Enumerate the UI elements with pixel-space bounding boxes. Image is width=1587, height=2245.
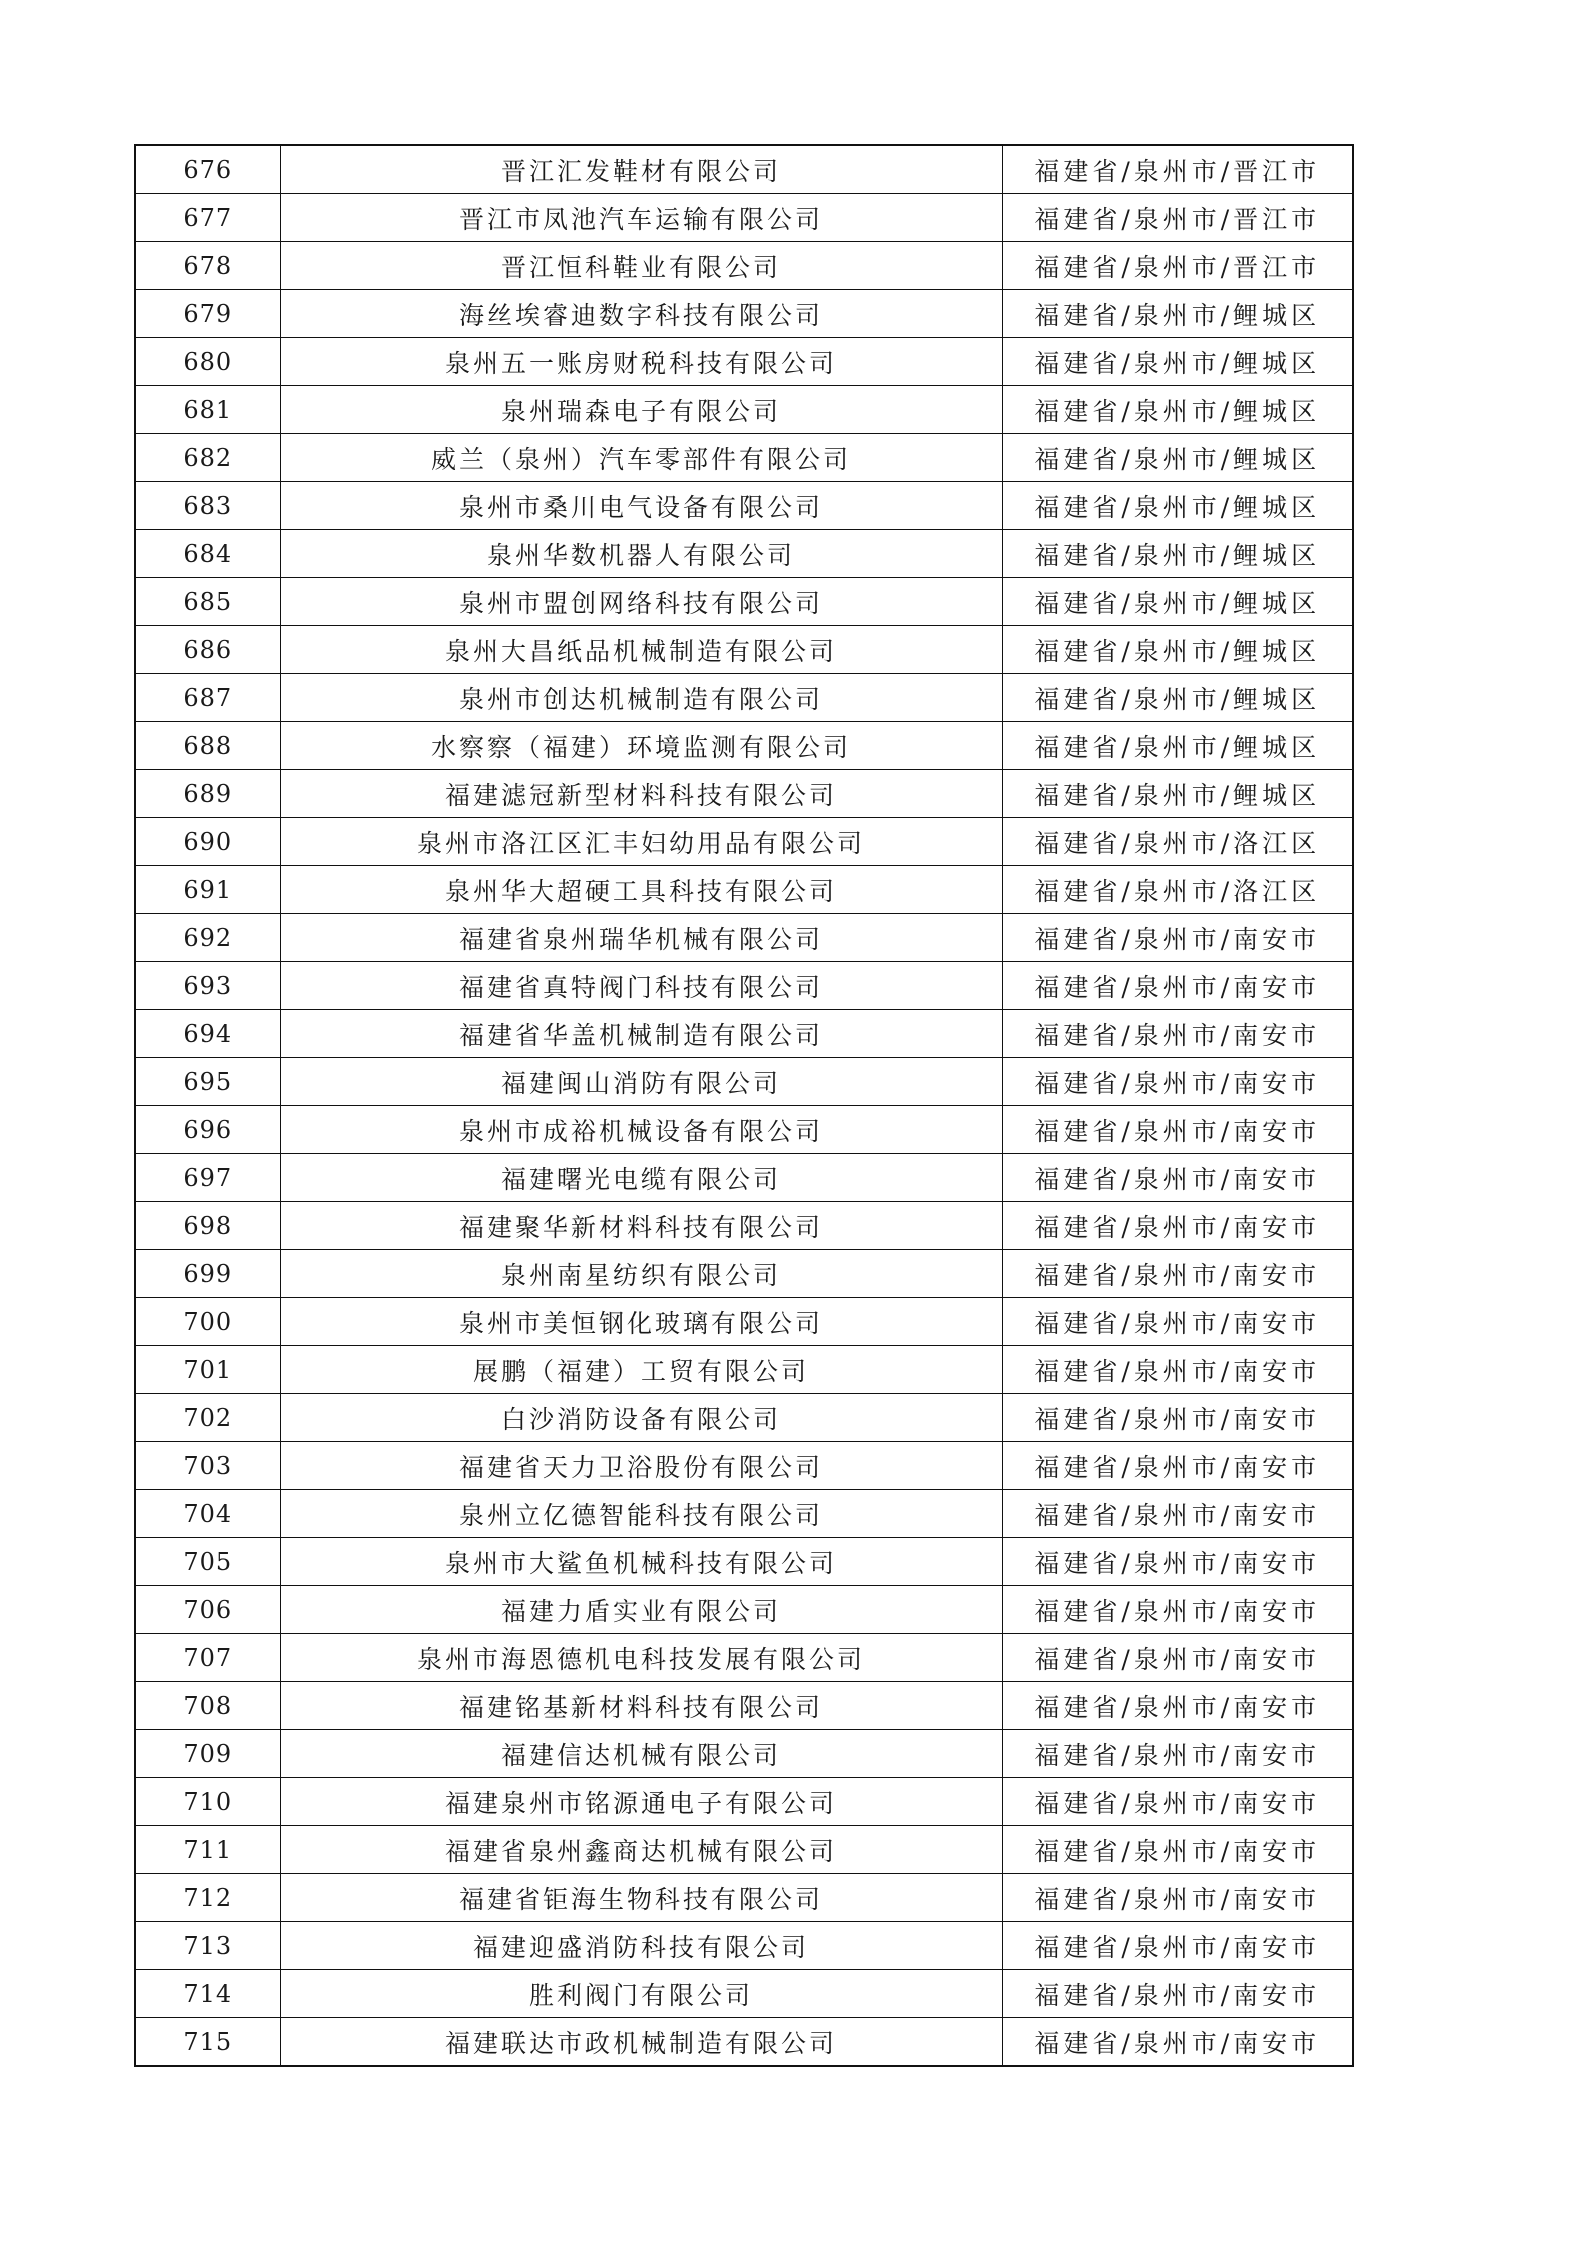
row-number-cell: 704 [135,1490,280,1538]
table-row [135,1922,1353,1970]
region-cell: 福建省/泉州市/鲤城区 [1002,290,1353,338]
table-row [135,434,1353,482]
company-name-cell: 福建滤冠新型材料科技有限公司 [280,770,1002,818]
region-cell: 福建省/泉州市/南安市 [1002,1826,1353,1874]
row-number-cell: 678 [135,242,280,290]
row-number-cell: 680 [135,338,280,386]
company-name-cell: 泉州市大鲨鱼机械科技有限公司 [280,1538,1002,1586]
region-cell: 福建省/泉州市/鲤城区 [1002,722,1353,770]
table-row [135,1250,1353,1298]
region-cell: 福建省/泉州市/南安市 [1002,962,1353,1010]
region-cell: 福建省/泉州市/鲤城区 [1002,434,1353,482]
company-name-cell: 福建省华盖机械制造有限公司 [280,1010,1002,1058]
company-name-cell: 福建铭基新材料科技有限公司 [280,1682,1002,1730]
row-number-cell: 684 [135,530,280,578]
region-cell: 福建省/泉州市/南安市 [1002,914,1353,962]
table-row [135,1538,1353,1586]
company-name-cell: 泉州南星纺织有限公司 [280,1250,1002,1298]
row-number-cell: 681 [135,386,280,434]
row-number-cell: 698 [135,1202,280,1250]
region-cell: 福建省/泉州市/南安市 [1002,1778,1353,1826]
table-row [135,1298,1353,1346]
row-number-cell: 683 [135,482,280,530]
row-number-cell: 699 [135,1250,280,1298]
company-name-cell: 福建聚华新材料科技有限公司 [280,1202,1002,1250]
region-cell: 福建省/泉州市/南安市 [1002,1250,1353,1298]
table-row [135,914,1353,962]
company-name-cell: 晋江汇发鞋材有限公司 [280,145,1002,194]
company-name-cell: 晋江恒科鞋业有限公司 [280,242,1002,290]
table-row [135,1682,1353,1730]
row-number-cell: 710 [135,1778,280,1826]
table-row [135,194,1353,242]
company-list-table [134,144,1354,2067]
row-number-cell: 714 [135,1970,280,2018]
company-name-cell: 福建信达机械有限公司 [280,1730,1002,1778]
region-cell: 福建省/泉州市/南安市 [1002,1106,1353,1154]
table-row [135,482,1353,530]
row-number-cell: 682 [135,434,280,482]
table-row [135,722,1353,770]
company-name-cell: 福建省泉州鑫商达机械有限公司 [280,1826,1002,1874]
row-number-cell: 697 [135,1154,280,1202]
table-row [135,626,1353,674]
table-row [135,1346,1353,1394]
company-name-cell: 泉州市洛江区汇丰妇幼用品有限公司 [280,818,1002,866]
company-name-cell: 福建省泉州瑞华机械有限公司 [280,914,1002,962]
row-number-cell: 701 [135,1346,280,1394]
table-row [135,386,1353,434]
company-name-cell: 福建力盾实业有限公司 [280,1586,1002,1634]
table-row [135,1154,1353,1202]
region-cell: 福建省/泉州市/鲤城区 [1002,338,1353,386]
region-cell: 福建省/泉州市/南安市 [1002,1922,1353,1970]
region-cell: 福建省/泉州市/南安市 [1002,1586,1353,1634]
row-number-cell: 686 [135,626,280,674]
table-row [135,962,1353,1010]
company-name-cell: 福建省天力卫浴股份有限公司 [280,1442,1002,1490]
company-name-cell: 威兰（泉州）汽车零部件有限公司 [280,434,1002,482]
table-row [135,1442,1353,1490]
table-row [135,770,1353,818]
region-cell: 福建省/泉州市/南安市 [1002,1970,1353,2018]
table-row [135,1106,1353,1154]
table-row [135,2018,1353,2067]
company-name-cell: 泉州市海恩德机电科技发展有限公司 [280,1634,1002,1682]
region-cell: 福建省/泉州市/鲤城区 [1002,530,1353,578]
company-name-cell: 泉州瑞森电子有限公司 [280,386,1002,434]
row-number-cell: 677 [135,194,280,242]
row-number-cell: 711 [135,1826,280,1874]
region-cell: 福建省/泉州市/南安市 [1002,1298,1353,1346]
company-name-cell: 海丝埃睿迪数字科技有限公司 [280,290,1002,338]
region-cell: 福建省/泉州市/鲤城区 [1002,482,1353,530]
row-number-cell: 688 [135,722,280,770]
table-row [135,1730,1353,1778]
table-row [135,1010,1353,1058]
row-number-cell: 700 [135,1298,280,1346]
company-name-cell: 泉州市美恒钢化玻璃有限公司 [280,1298,1002,1346]
row-number-cell: 696 [135,1106,280,1154]
region-cell: 福建省/泉州市/南安市 [1002,1874,1353,1922]
region-cell: 福建省/泉州市/南安市 [1002,1682,1353,1730]
table-row [135,1826,1353,1874]
row-number-cell: 713 [135,1922,280,1970]
table-row [135,1490,1353,1538]
table-row [135,338,1353,386]
company-name-cell: 泉州五一账房财税科技有限公司 [280,338,1002,386]
row-number-cell: 715 [135,2018,280,2067]
table-row [135,866,1353,914]
row-number-cell: 679 [135,290,280,338]
row-number-cell: 694 [135,1010,280,1058]
region-cell: 福建省/泉州市/南安市 [1002,1634,1353,1682]
region-cell: 福建省/泉州市/鲤城区 [1002,386,1353,434]
table-row [135,1394,1353,1442]
company-name-cell: 福建联达市政机械制造有限公司 [280,2018,1002,2067]
region-cell: 福建省/泉州市/鲤城区 [1002,674,1353,722]
table-row [135,530,1353,578]
table-row [135,1634,1353,1682]
company-name-cell: 福建省钜海生物科技有限公司 [280,1874,1002,1922]
company-name-cell: 泉州大昌纸品机械制造有限公司 [280,626,1002,674]
region-cell: 福建省/泉州市/晋江市 [1002,194,1353,242]
region-cell: 福建省/泉州市/南安市 [1002,1154,1353,1202]
row-number-cell: 709 [135,1730,280,1778]
company-name-cell: 晋江市凤池汽车运输有限公司 [280,194,1002,242]
company-name-cell: 泉州市盟创网络科技有限公司 [280,578,1002,626]
row-number-cell: 676 [135,145,280,194]
row-number-cell: 693 [135,962,280,1010]
row-number-cell: 702 [135,1394,280,1442]
company-name-cell: 胜利阀门有限公司 [280,1970,1002,2018]
company-name-cell: 福建曙光电缆有限公司 [280,1154,1002,1202]
company-name-cell: 水察察（福建）环境监测有限公司 [280,722,1002,770]
region-cell: 福建省/泉州市/鲤城区 [1002,626,1353,674]
company-name-cell: 展鹏（福建）工贸有限公司 [280,1346,1002,1394]
region-cell: 福建省/泉州市/南安市 [1002,1202,1353,1250]
row-number-cell: 691 [135,866,280,914]
table-row [135,1970,1353,2018]
region-cell: 福建省/泉州市/鲤城区 [1002,578,1353,626]
company-name-cell: 白沙消防设备有限公司 [280,1394,1002,1442]
company-name-cell: 泉州华大超硬工具科技有限公司 [280,866,1002,914]
table-row [135,1778,1353,1826]
region-cell: 福建省/泉州市/南安市 [1002,1538,1353,1586]
company-name-cell: 泉州市成裕机械设备有限公司 [280,1106,1002,1154]
table-row [135,145,1353,194]
region-cell: 福建省/泉州市/南安市 [1002,1394,1353,1442]
region-cell: 福建省/泉州市/晋江市 [1002,242,1353,290]
row-number-cell: 708 [135,1682,280,1730]
company-name-cell: 福建闽山消防有限公司 [280,1058,1002,1106]
row-number-cell: 707 [135,1634,280,1682]
row-number-cell: 703 [135,1442,280,1490]
row-number-cell: 705 [135,1538,280,1586]
table-row [135,818,1353,866]
company-name-cell: 福建省真特阀门科技有限公司 [280,962,1002,1010]
row-number-cell: 692 [135,914,280,962]
row-number-cell: 685 [135,578,280,626]
row-number-cell: 690 [135,818,280,866]
region-cell: 福建省/泉州市/南安市 [1002,2018,1353,2067]
region-cell: 福建省/泉州市/洛江区 [1002,866,1353,914]
company-name-cell: 福建迎盛消防科技有限公司 [280,1922,1002,1970]
region-cell: 福建省/泉州市/鲤城区 [1002,770,1353,818]
table-row [135,1202,1353,1250]
row-number-cell: 706 [135,1586,280,1634]
table-row [135,242,1353,290]
region-cell: 福建省/泉州市/南安市 [1002,1058,1353,1106]
region-cell: 福建省/泉州市/南安市 [1002,1346,1353,1394]
row-number-cell: 687 [135,674,280,722]
company-name-cell: 福建泉州市铭源通电子有限公司 [280,1778,1002,1826]
region-cell: 福建省/泉州市/洛江区 [1002,818,1353,866]
company-name-cell: 泉州立亿德智能科技有限公司 [280,1490,1002,1538]
table-row [135,578,1353,626]
row-number-cell: 689 [135,770,280,818]
table-row [135,1586,1353,1634]
table-row [135,1058,1353,1106]
company-name-cell: 泉州市创达机械制造有限公司 [280,674,1002,722]
region-cell: 福建省/泉州市/晋江市 [1002,145,1353,194]
region-cell: 福建省/泉州市/南安市 [1002,1010,1353,1058]
company-name-cell: 泉州华数机器人有限公司 [280,530,1002,578]
table-row [135,1874,1353,1922]
table-body [135,145,1353,2066]
region-cell: 福建省/泉州市/南安市 [1002,1730,1353,1778]
company-name-cell: 泉州市桑川电气设备有限公司 [280,482,1002,530]
region-cell: 福建省/泉州市/南安市 [1002,1490,1353,1538]
table-row [135,674,1353,722]
row-number-cell: 695 [135,1058,280,1106]
table-row [135,290,1353,338]
region-cell: 福建省/泉州市/南安市 [1002,1442,1353,1490]
row-number-cell: 712 [135,1874,280,1922]
